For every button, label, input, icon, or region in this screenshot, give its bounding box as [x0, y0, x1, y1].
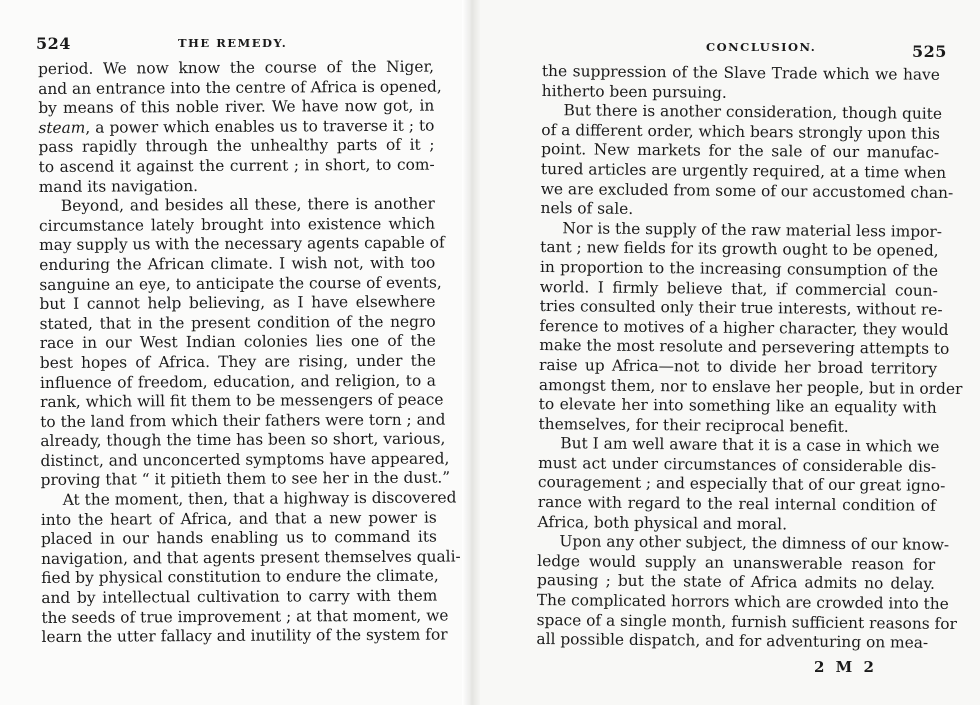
left-text-line: placed in our hands enabling us to command its — [40, 527, 437, 549]
right-text-line: couragement ; and especially that of our great igno- — [537, 473, 946, 496]
right-text-line: amongst them, nor to enslave her people, but in order — [538, 375, 963, 398]
right-text-line: all possible dispatch, and for adventuring on mea- — [536, 630, 929, 652]
right-text-line: tured articles are urgently required, at a time when — [540, 159, 947, 182]
left-page-body — [38, 57, 461, 648]
right-text-line: make the most resolute and persevering attempts to — [539, 336, 950, 359]
right-text-line: in proportion to the increasing consumption of the — [539, 257, 939, 280]
left-text-line: already, though the time has been so short, various, — [40, 429, 446, 451]
left-running-head: THE REMEDY. — [178, 36, 288, 50]
right-text-line: themselves, for their reciprocal benefit. — [538, 414, 849, 436]
left-text-line: and an entrance into the centre of Africa is opened, — [38, 77, 442, 98]
left-text-line: into the heart of Africa, and that a new power is — [40, 508, 437, 529]
left-text-line: influence of freedom, education, and religion, to a — [39, 371, 437, 392]
left-text-line: best hopes of Africa. They are rising, under the — [39, 351, 436, 372]
right-text-line: The complicated horrors which are crowded into the — [536, 591, 949, 613]
left-text-line: fied by physical constitution to endure the climate, — [41, 566, 439, 588]
left-text-line: period. We now know the course of the Niger, — [38, 57, 435, 78]
left-text-line: At the moment, then, that a highway is discovered — [62, 488, 457, 509]
right-text-line: tant ; new fields for its growth ought to be opened, — [540, 238, 939, 261]
left-text-line: rank, which will fit them to be messengers of peace — [40, 390, 444, 412]
left-text-line: the seeds of true improvement ; at that moment, we — [41, 606, 449, 627]
left-text-line: circumstance lately brought into existence which — [38, 214, 436, 235]
right-running-head: CONCLUSION. — [706, 40, 817, 54]
right-text-line: tries consulted only their true interests, without re- — [539, 297, 943, 319]
right-text-line: the suppression of the Slave Trade which we have — [541, 62, 940, 84]
right-page-body — [536, 62, 963, 654]
signature-mark: 2 M 2 — [814, 658, 877, 676]
left-text-line: but I cannot help believing, as I have elsewhere — [39, 292, 436, 314]
right-text-line: Africa, both physical and moral. — [537, 512, 788, 534]
right-page-number: 525 — [912, 42, 947, 61]
left-text-line: to the land from which their fathers were torn ; and — [40, 410, 446, 431]
right-text-line: raise up Africa—not to divide her broad territory — [539, 355, 938, 378]
left-text-line: race in our West Indian colonies lies one of the — [39, 331, 436, 353]
right-text-line: But I am well aware that it is a case in which we — [560, 434, 940, 457]
right-text-line: must act under circumstances of considerable dis- — [538, 453, 937, 476]
left-text-line: Beyond, and besides all these, there is another — [60, 194, 435, 216]
left-page-number: 524 — [36, 34, 71, 53]
left-text-line: to ascend it against the current ; in short, to com- — [38, 155, 435, 176]
right-text-line: rance with regard to the real internal condition of — [537, 493, 936, 515]
right-text-line: world. I firmly believe that, if commercial coun- — [539, 277, 938, 300]
right-text-line: hitherto been pursuing. — [541, 81, 727, 102]
right-text-line: point. New markets for the sale of our manufac- — [541, 140, 940, 163]
right-text-line: nels of sale. — [540, 199, 634, 219]
book-gutter — [462, 0, 480, 705]
left-text-line: learn the utter fallacy and inutility of the system for — [41, 625, 448, 647]
left-text-line: proving that “ it pitieth them to see her in the dust.” — [40, 468, 451, 490]
left-text-line: stated, that in the present condition of the negro — [39, 312, 436, 333]
left-text-line: steam, a power which enables us to traverse it ; to — [38, 116, 435, 137]
left-text-line: navigation, and that agents present themselves quali- — [40, 547, 461, 568]
right-text-line: pausing ; but the state of Africa admits no delay. — [536, 571, 936, 594]
left-text-line: distinct, and unconcerted symptoms have appeared, — [40, 449, 450, 470]
left-text-line: by means of this noble river. We have now got, in — [38, 96, 435, 118]
left-text-line: enduring the African climate. I wish not, with too — [39, 253, 436, 274]
left-text-line: sanguine an eye, to anticipate the course of events, — [39, 273, 442, 294]
left-text-line: and by intellectual cultivation to carry with them — [41, 586, 438, 608]
right-text-line: Upon any other subject, the dimness of our know- — [559, 532, 950, 555]
right-text-line: ference to motives of a higher character, they would — [539, 316, 949, 339]
right-text-line: ledge would supply an unanswerable reason for — [537, 551, 936, 574]
left-text-line: pass rapidly through the unhealthy parts of it ; — [38, 135, 435, 157]
right-text-line: But there is another consideration, though quite — [563, 101, 943, 124]
left-text-line: may supply us with the necessary agents capable of — [39, 233, 445, 255]
right-text-line: space of a single month, furnish sufficient reasons for — [536, 610, 957, 633]
right-text-line: we are excluded from some of our accustomed chan- — [540, 179, 954, 202]
right-text-line: of a different order, which bears strongly upon this — [541, 120, 941, 143]
left-text-line: mand its navigation. — [38, 176, 199, 196]
right-text-line: to elevate her into something like an equality with — [538, 395, 937, 417]
right-text-line: Nor is the supply of the raw material less impor- — [562, 218, 943, 241]
